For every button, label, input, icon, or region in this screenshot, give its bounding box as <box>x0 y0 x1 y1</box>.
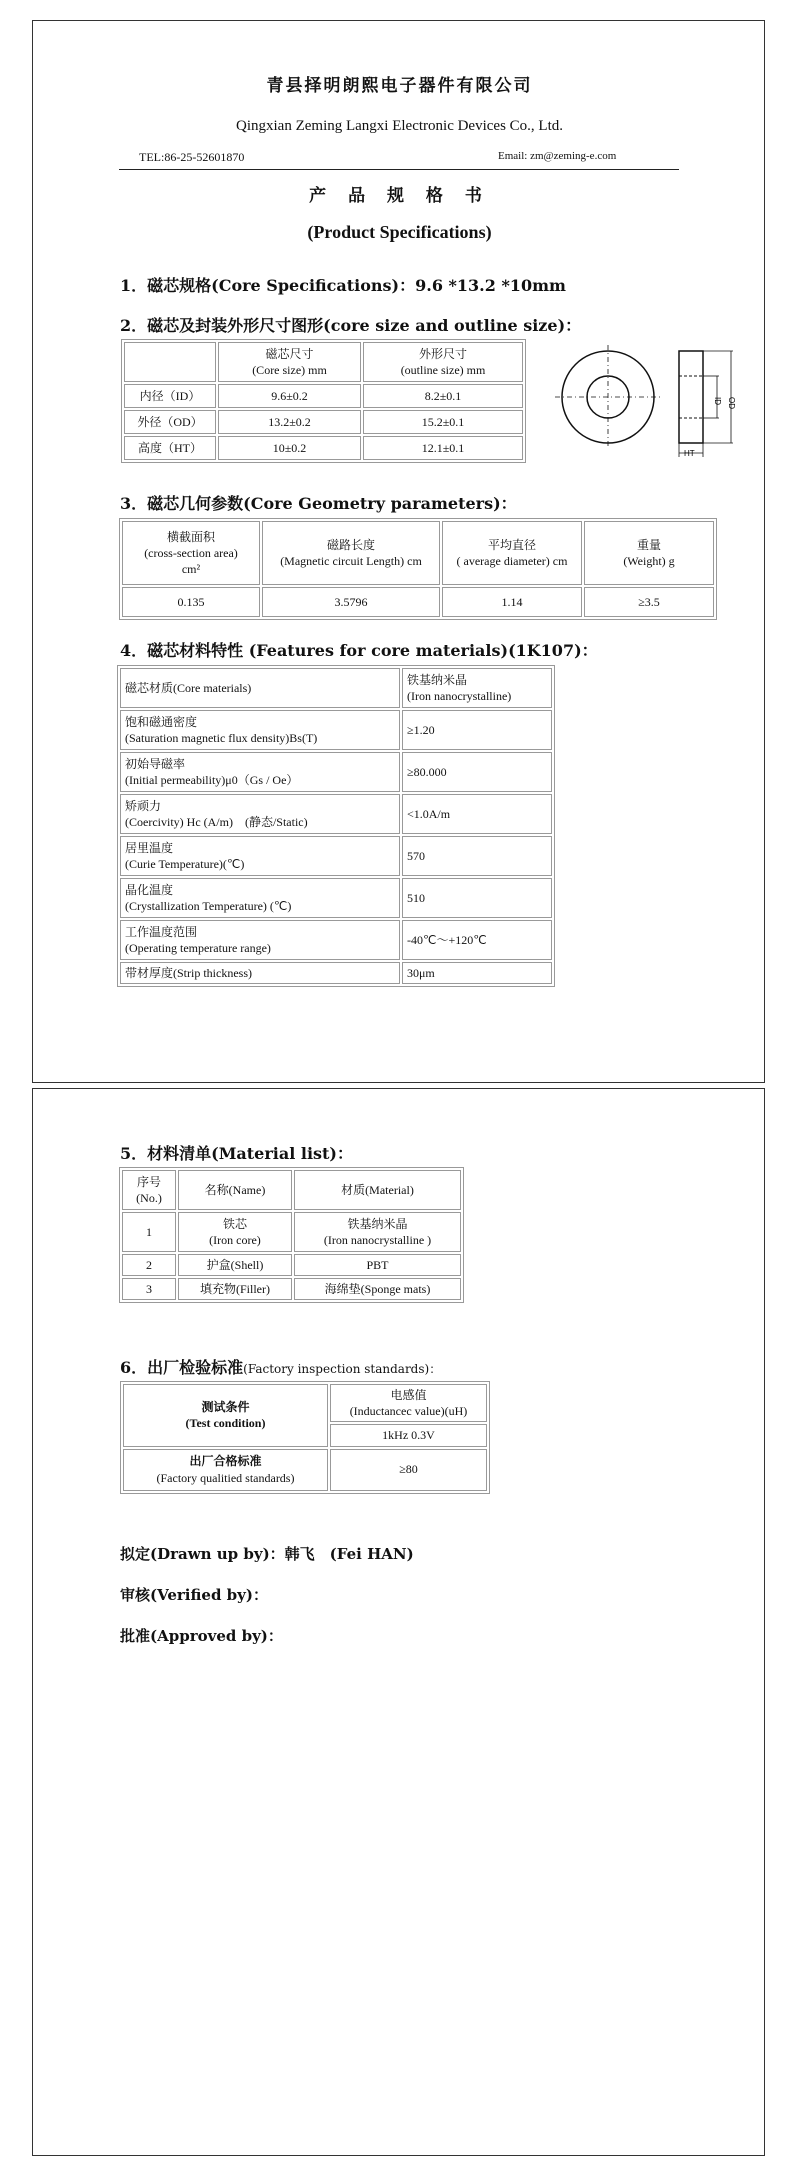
feature-value: 30μm <box>402 962 552 984</box>
dimension-label-ht: HT <box>684 449 695 457</box>
header-material: 材质(Material) <box>294 1170 461 1210</box>
cell-material: 铁基纳米晶 (Iron nanocrystalline ) <box>294 1212 461 1252</box>
feature-value: <1.0A/m <box>402 794 552 834</box>
side-view <box>679 351 703 443</box>
feature-label: 初始导磁率 (Initial permeability)μ0（Gs / Oe） <box>120 752 400 792</box>
feature-label: 磁芯材质(Core materials) <box>120 668 400 708</box>
row-label: 高度（HT） <box>124 436 216 460</box>
header-divider <box>119 169 679 170</box>
document-title-cn: 产 品 规 格 书 <box>309 186 490 206</box>
cell-outline: 12.1±0.1 <box>363 436 523 460</box>
value-magnetic-length: 3.5796 <box>262 587 440 617</box>
cell-name: 填充物(Filler) <box>178 1278 292 1300</box>
core-geometry-table <box>119 518 717 620</box>
header-no: 序号 (No.) <box>122 1170 176 1210</box>
spec-page-1 <box>32 20 765 1083</box>
cell-core: 9.6±0.2 <box>218 384 361 408</box>
drawn-up-by: 拟定(Drawn up by)：韩飞 (Fei HAN) <box>120 1545 414 1563</box>
core-outline-diagram <box>553 337 748 457</box>
table-row <box>124 384 523 408</box>
table-row <box>120 710 552 750</box>
table-row <box>120 878 552 918</box>
qualified-standards: 出厂合格标准 (Factory qualitied standards) <box>123 1449 328 1491</box>
verified-by: 审核(Verified by)： <box>120 1586 268 1604</box>
cell-material: PBT <box>294 1254 461 1276</box>
telephone: TEL:86-25-52601870 <box>139 150 245 164</box>
test-frequency: 1kHz 0.3V <box>330 1424 487 1446</box>
table-row <box>120 920 552 960</box>
section-1-heading: 1．磁芯规格(Core Specifications)：9.6 *13.2 *10mm <box>120 276 566 295</box>
feature-label: 晶化温度 (Crystallization Temperature) (℃) <box>120 878 400 918</box>
material-list-table <box>119 1167 464 1303</box>
section-2-heading: 2．磁芯及封装外形尺寸图形(core size and outline size)： <box>120 316 582 335</box>
header-magnetic-length: 磁路长度 (Magnetic circuit Length) cm <box>262 521 440 585</box>
document-title-en: (Product Specifications) <box>307 222 492 242</box>
feature-value: 铁基纳米晶 (Iron nanocrystalline) <box>402 668 552 708</box>
feature-value: ≥1.20 <box>402 710 552 750</box>
table-row <box>122 587 714 617</box>
table-row <box>122 1278 461 1300</box>
table-row <box>122 1254 461 1276</box>
header-name: 名称(Name) <box>178 1170 292 1210</box>
cell-outline: 8.2±0.1 <box>363 384 523 408</box>
cell-no: 2 <box>122 1254 176 1276</box>
table-row <box>120 794 552 834</box>
test-condition: 测试条件 (Test condition) <box>123 1384 328 1447</box>
dimension-label-id: ID <box>713 397 722 405</box>
feature-value: ≥80.000 <box>402 752 552 792</box>
section-4-heading: 4．磁芯材料特性 (Features for core materials)(1K107)： <box>120 641 598 660</box>
header-weight: 重量 (Weight) g <box>584 521 714 585</box>
feature-label: 饱和磁通密度 (Saturation magnetic flux density)Bs(T) <box>120 710 400 750</box>
table-row <box>120 668 552 708</box>
row-label: 内径（ID） <box>124 384 216 408</box>
table-row <box>124 436 523 460</box>
core-size-table <box>121 339 526 463</box>
table-header-empty <box>124 342 216 382</box>
approved-by: 批准(Approved by)： <box>120 1627 283 1645</box>
value-average-diameter: 1.14 <box>442 587 582 617</box>
inspection-standards-table <box>120 1381 490 1494</box>
qualified-value: ≥80 <box>330 1449 487 1491</box>
section-6-heading: 6．出厂检验标准(Factory inspection standards)： <box>120 1358 442 1377</box>
table-row <box>120 752 552 792</box>
feature-value: -40℃～+120℃ <box>402 920 552 960</box>
cell-outline: 15.2±0.1 <box>363 410 523 434</box>
dimension-label-od: OD <box>727 397 736 409</box>
inductance-header: 电感值 (Inductancec value)(uH) <box>330 1384 487 1422</box>
feature-value: 510 <box>402 878 552 918</box>
email: Email: zm@zeming-e.com <box>498 150 617 162</box>
cell-core: 10±0.2 <box>218 436 361 460</box>
header-average-diameter: 平均直径 ( average diameter) cm <box>442 521 582 585</box>
spec-page-2 <box>32 1088 765 2156</box>
table-row <box>124 410 523 434</box>
value-weight: ≥3.5 <box>584 587 714 617</box>
cell-name: 铁芯 (Iron core) <box>178 1212 292 1252</box>
company-name-en: Qingxian Zeming Langxi Electronic Devices Co., Ltd. <box>236 118 563 134</box>
table-header-outline-size: 外形尺寸 (outline size) mm <box>363 342 523 382</box>
section-3-heading: 3．磁芯几何参数(Core Geometry parameters)： <box>120 494 517 513</box>
feature-label: 工作温度范围 (Operating temperature range) <box>120 920 400 960</box>
table-row <box>122 1212 461 1252</box>
cell-no: 1 <box>122 1212 176 1252</box>
feature-value: 570 <box>402 836 552 876</box>
cell-core: 13.2±0.2 <box>218 410 361 434</box>
section-5-heading: 5．材料清单(Material list)： <box>120 1144 354 1163</box>
value-cross-section: 0.135 <box>122 587 260 617</box>
material-features-table <box>117 665 555 987</box>
table-row <box>120 836 552 876</box>
table-row <box>120 962 552 984</box>
feature-label: 带材厚度(Strip thickness) <box>120 962 400 984</box>
cell-name: 护盒(Shell) <box>178 1254 292 1276</box>
feature-label: 矫顽力 (Coercivity) Hc (A/m) (静态/Static) <box>120 794 400 834</box>
cell-material: 海绵垫(Sponge mats) <box>294 1278 461 1300</box>
header-cross-section: 横截面积 (cross-section area) cm² <box>122 521 260 585</box>
row-label: 外径（OD） <box>124 410 216 434</box>
company-name-cn: 青县择明朗熙电子器件有限公司 <box>266 76 533 96</box>
feature-label: 居里温度 (Curie Temperature)(℃) <box>120 836 400 876</box>
cell-no: 3 <box>122 1278 176 1300</box>
table-header-core-size: 磁芯尺寸 (Core size) mm <box>218 342 361 382</box>
